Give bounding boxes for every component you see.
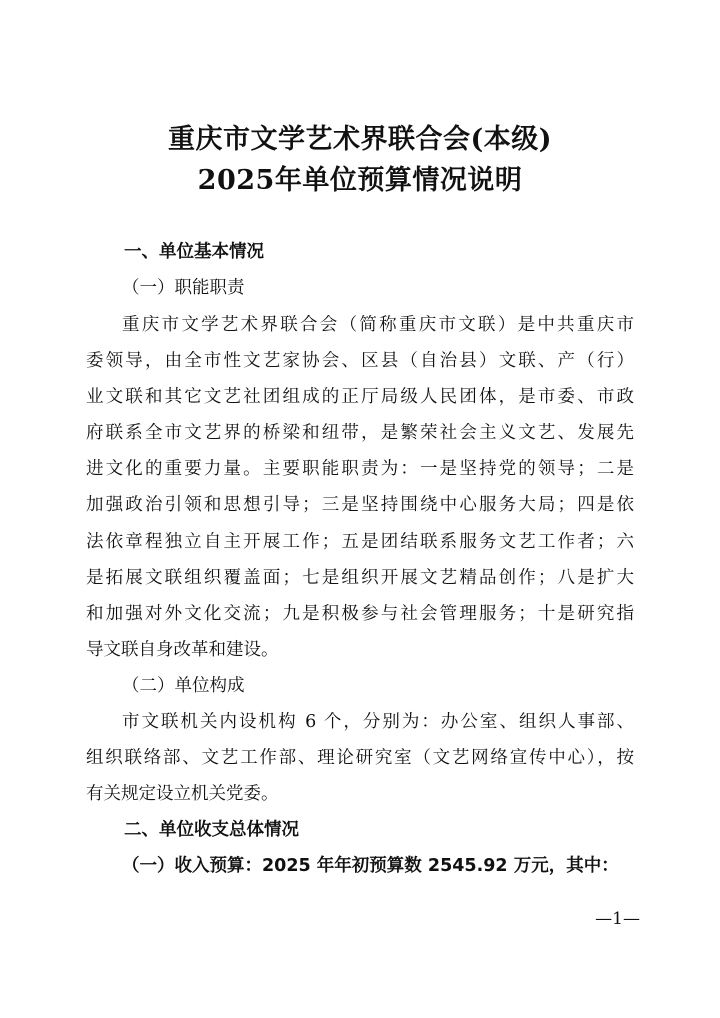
paragraph-line: 组织联络部、文艺工作部、理论研究室（文艺网络宣传中心），按 xyxy=(86,748,634,768)
paragraph-line: 府联系全市文艺界的桥梁和纽带，是繁荣社会主义文艺、发展先 xyxy=(86,423,634,443)
paragraph-line: 市文联机关内设机构 6 个，分别为：办公室、组织人事部、 xyxy=(122,712,634,732)
paragraph-line: 导文联自身改革和建设。 xyxy=(86,640,279,660)
subheading-duties: （一）职能职责 xyxy=(122,278,245,298)
paragraph-line: 业文联和其它文艺社团组成的正厅局级人民团体，是市委、市政 xyxy=(86,387,634,407)
paragraph-line: 加强政治引领和思想引导；三是坚持围绕中心服务大局；四是依 xyxy=(86,495,634,515)
paragraph-line: 法依章程独立自主开展工作；五是团结联系服务文艺工作者；六 xyxy=(86,532,634,552)
section-heading-income-expense: 二、单位收支总体情况 xyxy=(124,820,299,840)
paragraph-line: 是拓展文联组织覆盖面；七是组织开展文艺精品创作；八是扩大 xyxy=(86,568,634,588)
subheading-composition: （二）单位构成 xyxy=(122,676,245,696)
page-number: —1— xyxy=(595,909,640,929)
paragraph-line: 和加强对外文化交流；九是积极参与社会管理服务；十是研究指 xyxy=(86,604,634,624)
paragraph-line: 委领导，由全市性文艺家协会、区县（自治县）文联、产（行） xyxy=(86,351,634,371)
section-heading-basic-info: 一、单位基本情况 xyxy=(124,242,264,262)
paragraph-line: 有关规定设立机关党委。 xyxy=(86,784,279,804)
paragraph-line: 重庆市文学艺术界联合会（简称重庆市文联）是中共重庆市 xyxy=(122,315,634,335)
document-title-line-2: 2025年单位预算情况说明 xyxy=(197,165,523,196)
paragraph-line: 进文化的重要力量。主要职能职责为：一是坚持党的领导；二是 xyxy=(86,459,634,479)
subheading-income-budget: （一）收入预算：2025 年年初预算数 2545.92 万元，其中： xyxy=(122,856,619,876)
document-title-line-1: 重庆市文学艺术界联合会(本级) xyxy=(167,124,553,155)
